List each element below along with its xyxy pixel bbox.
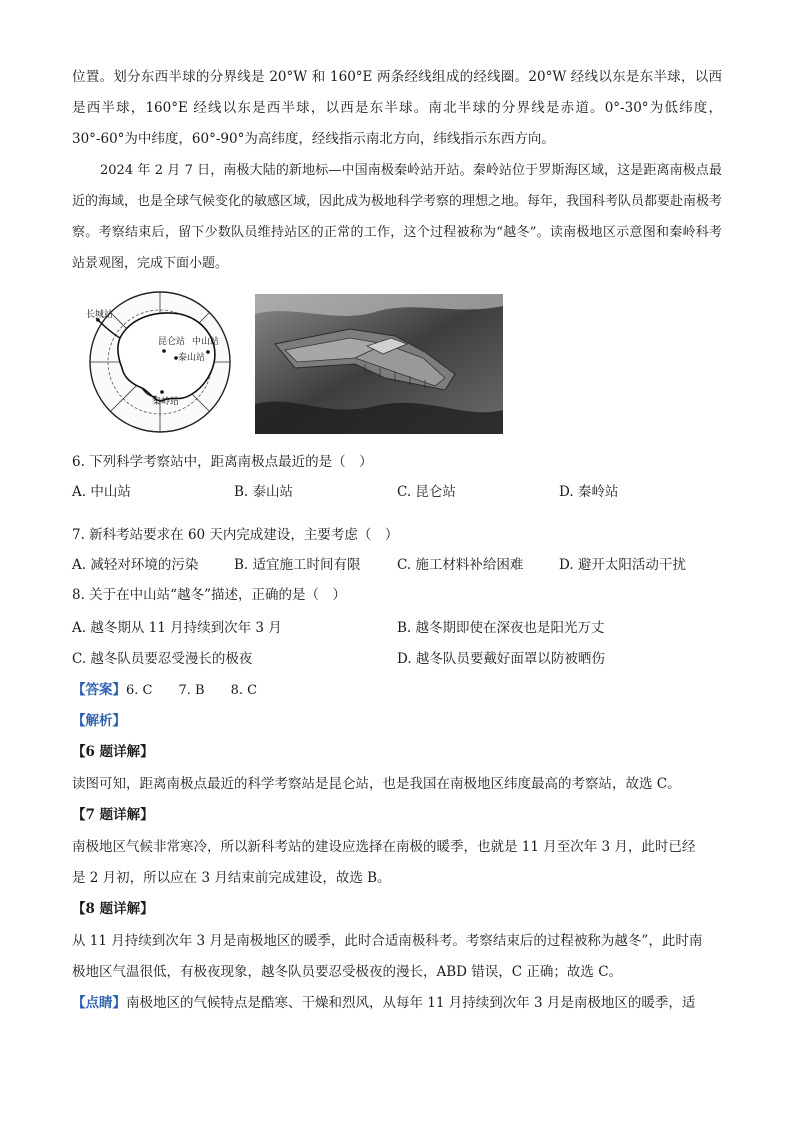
q7-option-d[interactable]: D. 避开太阳活动干扰 — [559, 557, 686, 573]
q6-option-b[interactable]: B. 泰山站 — [234, 484, 294, 500]
highlight-label: 【点睛】 — [72, 995, 126, 1011]
station-illustration — [255, 294, 503, 434]
detail6-text: 读图可知，距离南极点最近的科学考察站是昆仑站，也是我国在南极地区纬度最高的考察站，故选 C。 — [72, 776, 681, 792]
q8-option-d[interactable]: D. 越冬队员要戴好面罩以防被晒伤 — [397, 651, 605, 667]
taishan-label: 泰山站 — [178, 353, 206, 363]
detail6-heading: 【6 题详解】 — [72, 744, 154, 760]
q8-option-b[interactable]: B. 越冬期即使在深夜也是阳光万丈 — [397, 620, 605, 636]
highlight-line — [72, 992, 695, 1014]
qinling-label: 秦岭站 — [152, 397, 180, 407]
q6-option-a[interactable]: A. 中山站 — [72, 484, 131, 500]
q7-stem: 7. 新科考站要求在 60 天内完成建设，主要考虑（ ） — [72, 527, 399, 543]
qinling-marker — [160, 390, 164, 394]
answer-label: 【答案】 — [72, 682, 126, 698]
kunlun-marker — [162, 349, 166, 353]
detail7-heading: 【7 题详解】 — [72, 807, 154, 823]
detail7-line1: 南极地区气候非常寒冷，所以新科考站的建设应选择在南极的暖季，也就是 11 月至次年 3 月，此时已经 — [72, 839, 696, 855]
detail8-line2: 极地区气温很低，有极夜现象，越冬队员要忍受极夜的漫长，ABD 错误，C 正确；故选 C。 — [72, 964, 623, 980]
kunlun-label: 昆仑站 — [158, 337, 186, 347]
context-text: 2024 年 2 月 7 日，南极大陆的新地标—中国南极秦岭站开站。秦岭站位于罗斯海区域，这是距离南极点最近的海域，也是全球气候变化的敏感区域，因此成为极地科学考察的理想之地。每年，我国科考队员都要赴南极考察。考察结束后，留下少数队员维持站区的正常的工作，这个过程被称为“越冬”。读南极地区示意图和秦岭科考站景观图，完成下面小题。 — [72, 163, 723, 271]
q7-option-c[interactable]: C. 施工材料补给困难 — [397, 557, 524, 573]
highlight-text: 南极地区的气候特点是酷寒、干燥和烈风，从每年 11 月持续到次年 3 月是南极地区的暖季，适 — [126, 995, 696, 1011]
q8-option-a[interactable]: A. 越冬期从 11 月持续到次年 3 月 — [72, 620, 282, 636]
q7-option-a[interactable]: A. 减轻对环境的污染 — [72, 557, 199, 573]
zhongshan-label: 中山站 — [192, 337, 220, 347]
answer-text: 6. C 7. B 8. C — [126, 683, 258, 698]
answer-line — [72, 679, 257, 701]
antarctica-map — [80, 288, 240, 436]
qinling-station-photo — [255, 294, 503, 434]
zhongshan-marker — [206, 350, 210, 354]
q6-stem: 6. 下列科学考察站中，距离南极点最近的是（ ） — [72, 454, 373, 470]
detail7-line2: 是 2 月初，所以应在 3 月结束前完成建设，故选 B。 — [72, 870, 391, 886]
q6-option-d[interactable]: D. 秦岭站 — [559, 484, 619, 500]
q8-option-c[interactable]: C. 越冬队员要忍受漫长的极夜 — [72, 651, 253, 667]
q7-option-b[interactable]: B. 适宜施工时间有限 — [234, 557, 361, 573]
q6-option-c[interactable]: C. 昆仑站 — [397, 484, 456, 500]
q8-stem: 8. 关于在中山站“越冬”描述，正确的是（ ） — [72, 587, 346, 603]
changcheng-label: 长城站 — [86, 310, 114, 320]
analysis-label: 【解析】 — [72, 713, 126, 729]
detail8-heading: 【8 题详解】 — [72, 901, 154, 917]
context-paragraph — [72, 155, 722, 279]
detail8-line1: 从 11 月持续到次年 3 月是南极地区的暖季，此时合适南极科考。考察结束后的过程被称为越冬”，此时南 — [72, 933, 703, 949]
intro-paragraph: 位置。划分东西半球的分界线是 20°W 和 160°E 两条经线组成的经线圈。20°W 经线以东是东半球，以西是西半球，160°E 经线以东是西半球，以西是东半球。南北半球的分界线是赤道。0°-30°为低纬度，30°-60°为中纬度，60°-90°为高纬度，经线指示南北方向，纬线指示东西方向。 — [72, 69, 722, 147]
